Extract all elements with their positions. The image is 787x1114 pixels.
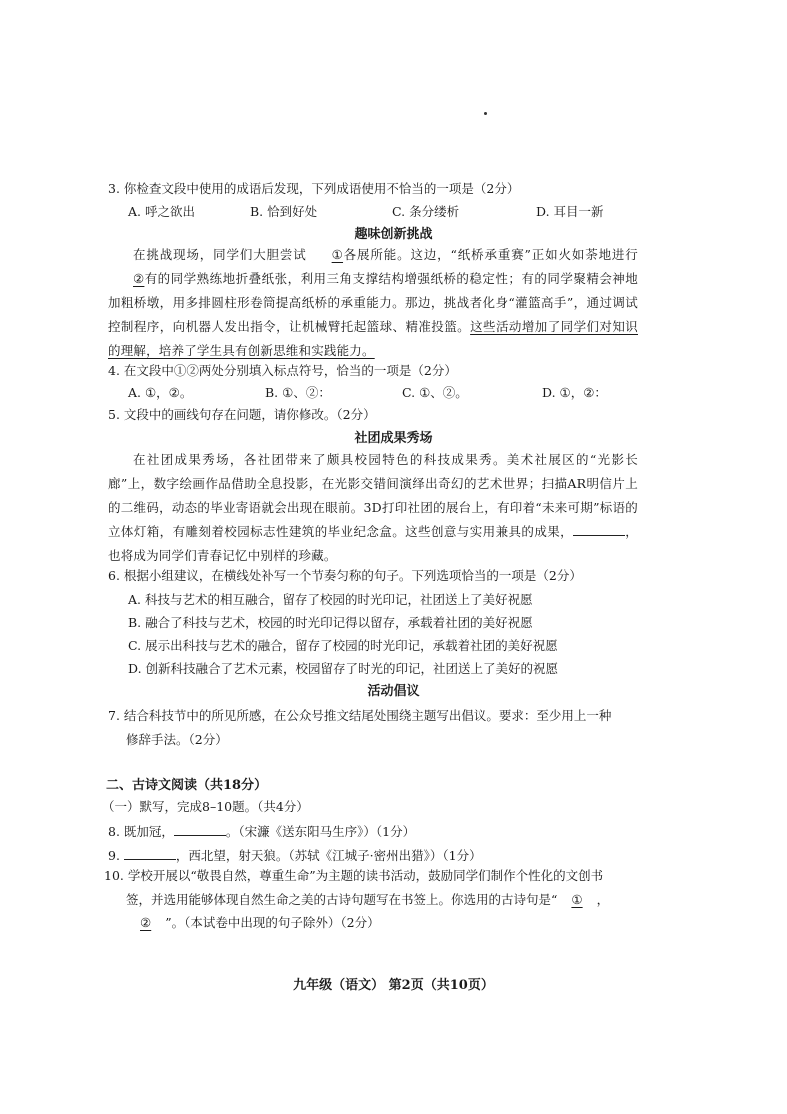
underlined-sentence: 这些活动增加了同学们对知识的理解，培养了学生具有创新思维和实践能力。 bbox=[108, 319, 638, 358]
question-10-line-2 bbox=[126, 891, 609, 909]
q6-option-c: C. 展示出科技与艺术的融合，留存了校园的时光印记，承载着社团的美好祝愿 bbox=[128, 638, 558, 653]
q9-suffix: ，西北望，射天狼。（苏轼《江城子·密州出猎》）（1分） bbox=[175, 848, 482, 863]
q3-option-b: B. 恰到好处 bbox=[250, 204, 318, 219]
question-7-line-1: 7. 结合科技节中的所见所感，在公众号推文结尾处围绕主题写出倡议。要求：至少用上一种 bbox=[108, 708, 612, 723]
question-5-stem: 5. 文段中的画线句存在问题，请你修改。（2分） bbox=[108, 407, 376, 422]
part-2-title: 二、古诗文阅读（共18分） bbox=[106, 778, 268, 793]
passage-fun-part1: 在挑战现场，同学们大胆尝试 bbox=[133, 247, 307, 262]
passage-show bbox=[108, 448, 638, 568]
q4-option-a: A. ①，②。 bbox=[128, 385, 193, 400]
passage-blank-1: ① bbox=[331, 247, 344, 262]
q10-blank-2: ② bbox=[140, 915, 152, 930]
question-6-stem: 6. 根据小组建议，在横线处补写一个节奏匀称的句子。下列选项恰当的一项是（2分） bbox=[108, 568, 582, 583]
passage-fun-part2: 各展所能。这边，“纸桥承重赛”正如火如荼地进行 bbox=[343, 247, 638, 262]
passage-fun-part3: 有的同学熟练地折叠纸张，利用三角支撑结构增强纸桥的稳定性；有的同学聚精会神地加粗桥墩，用多排圆柱形卷筒提高纸桥的承重能力。那边，挑战者化身“灌篮高手”，通过调试控制程序，向机器人发出指令，让机械臂托起篮球、精准投篮。 bbox=[108, 271, 638, 334]
q4-option-b: B. ①、②： bbox=[265, 385, 331, 400]
section-title-show: 社团成果秀场 bbox=[354, 431, 433, 446]
q4-option-d: D. ①，②： bbox=[542, 385, 607, 400]
question-7-line-2: 修辞手法。（2分） bbox=[126, 732, 228, 747]
q6-option-d: D. 创新科技融合了艺术元素，校园留存了时光的印记，社团送上了美好的祝愿 bbox=[128, 661, 559, 676]
part-2-sub-1: （一）默写，完成8–10题。（共4分） bbox=[102, 799, 309, 814]
q8-suffix: 。（宋濂《送东阳马生序》）（1分） bbox=[225, 824, 416, 839]
q9-blank bbox=[124, 845, 176, 860]
passage-show-part2: ，也将成为同学们青春记忆中别样的珍藏。 bbox=[108, 524, 638, 563]
q6-option-a: A. 科技与艺术的相互融合，留存了校园的时光印记，社团送上了美好祝愿 bbox=[128, 592, 533, 607]
scan-speck bbox=[484, 112, 487, 115]
q3-option-c: C. 条分缕析 bbox=[392, 204, 460, 219]
passage-show-part1: 在社团成果秀场，各社团带来了颇具校园特色的科技成果秀。美术社展区的“光影长廊”上，数字绘画作品借助全息投影，在光影交错间演绎出奇幻的艺术世界；扫描AR明信片上的二维码，动态的毕业寄语就会出现在眼前。3D打印社团的展台上，有印着“未来可期”标语的立体灯箱，有雕刻着校园标志性建筑的毕业纪念盒。这些创意与实用兼具的成果， bbox=[108, 452, 638, 539]
question-9 bbox=[108, 845, 482, 865]
q10-comma: ， bbox=[596, 892, 610, 907]
page-footer: 九年级（语文） 第2页（共10页） bbox=[293, 978, 494, 993]
question-3-stem: 3. 你检查文段中使用的成语后发现，下列成语使用不恰当的一项是（2分） bbox=[108, 181, 520, 196]
answer-blank-line bbox=[573, 521, 625, 536]
q10-line3-text: ”。（本试卷中出现的句子除外）（2分） bbox=[165, 915, 380, 930]
question-8 bbox=[108, 821, 415, 841]
section-title-fun: 趣味创新挑战 bbox=[354, 227, 433, 242]
q8-blank bbox=[174, 821, 226, 836]
q3-option-a: A. 呼之欲出 bbox=[128, 204, 195, 219]
q8-prefix: 8. 既加冠， bbox=[108, 824, 174, 839]
q10-blank-1: ① bbox=[571, 892, 583, 907]
question-10-line-3 bbox=[126, 914, 380, 932]
section-title-act: 活动倡议 bbox=[367, 684, 420, 699]
passage-blank-2: ② bbox=[133, 271, 145, 286]
question-10-line-1: 10. 学校开展以“敬畏自然，尊重生命”为主题的读书活动，鼓励同学们制作个性化的文创书 bbox=[104, 868, 604, 883]
q4-option-c: C. ①、②。 bbox=[402, 385, 468, 400]
passage-fun bbox=[108, 243, 638, 363]
q10-line2-text: 签，并选用能够体现自然生命之美的古诗句题写在书签上。你选用的古诗句是“ bbox=[126, 892, 558, 907]
q6-option-b: B. 融合了科技与艺术，校园的时光印记得以留存，承载着社团的美好祝愿 bbox=[128, 615, 533, 630]
question-4-stem: 4. 在文段中①②两处分别填入标点符号，恰当的一项是（2分） bbox=[108, 363, 457, 378]
q3-option-d: D. 耳目一新 bbox=[536, 204, 604, 219]
q9-prefix: 9. bbox=[108, 848, 124, 863]
